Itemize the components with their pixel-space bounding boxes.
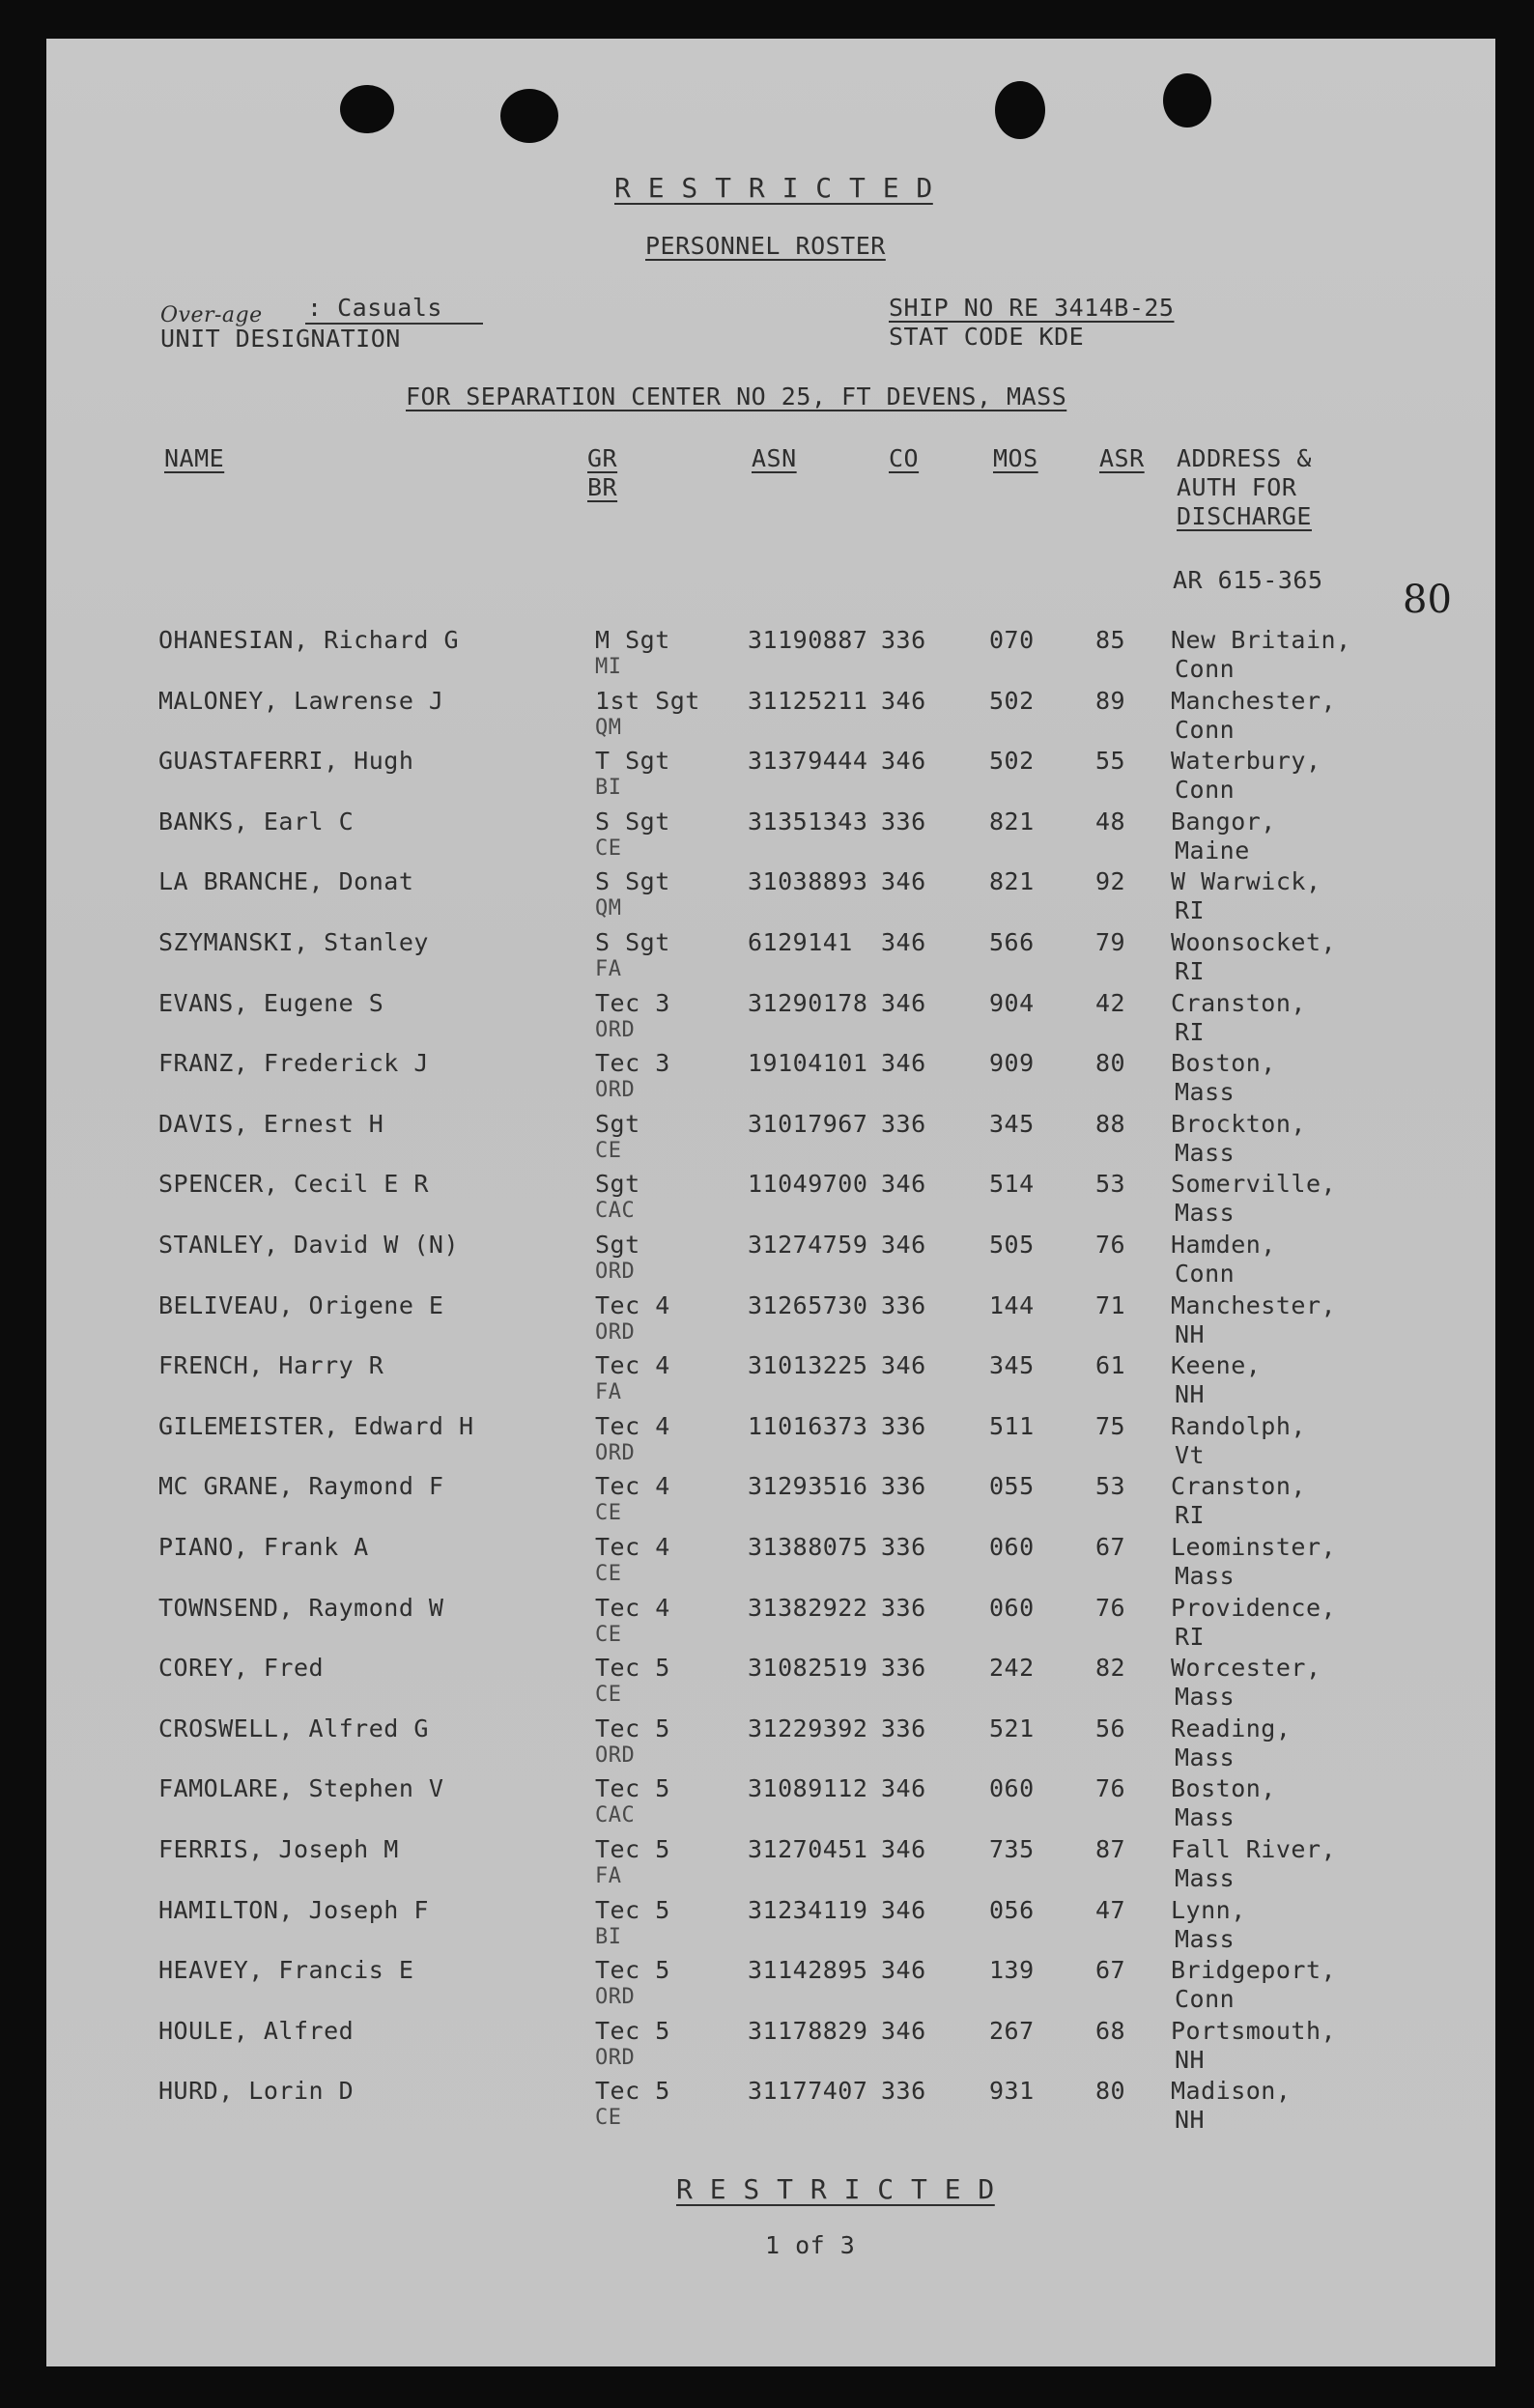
row-grade: Sgt (595, 1231, 640, 1259)
page-stamp: 80 (1403, 578, 1452, 622)
row-grade: Tec 4 (595, 1291, 670, 1319)
row-asn: 11049700 (748, 1170, 868, 1198)
row-name: GILEMEISTER, Edward H (158, 1412, 474, 1440)
row-city: Bangor, (1171, 807, 1276, 836)
row-asn: 31351343 (748, 807, 868, 836)
row-mos: 242 (989, 1654, 1035, 1682)
row-city: Brockton, (1171, 1110, 1306, 1138)
col-branch: BR (587, 473, 618, 501)
row-city: Waterbury, (1171, 747, 1321, 775)
unit-value: : Casuals (307, 294, 442, 322)
row-asn: 31178829 (748, 2017, 868, 2045)
row-city: Somerville, (1171, 1170, 1337, 1198)
row-asr: 85 (1095, 626, 1126, 654)
row-co: 336 (881, 1714, 926, 1742)
row-grade: Tec 5 (595, 1896, 670, 1924)
col-asr: ASR (1099, 444, 1145, 472)
row-co: 346 (881, 867, 926, 895)
row-mos: 055 (989, 1472, 1035, 1500)
row-city: Leominster, (1171, 1533, 1337, 1561)
row-name: FRENCH, Harry R (158, 1351, 384, 1379)
row-state: Mass (1175, 1199, 1236, 1227)
row-asr: 55 (1095, 747, 1126, 775)
row-state: Mass (1175, 1078, 1236, 1106)
col-grade: GR (587, 444, 618, 472)
row-asn: 31382922 (748, 1594, 868, 1622)
row-co: 336 (881, 1594, 926, 1622)
row-asn: 31229392 (748, 1714, 868, 1742)
row-city: Boston, (1171, 1049, 1276, 1077)
row-grade: Tec 4 (595, 1351, 670, 1379)
row-state: Vt (1175, 1441, 1206, 1469)
row-grade: Tec 5 (595, 1714, 670, 1742)
row-name: HURD, Lorin D (158, 2077, 355, 2105)
row-branch: CAC (595, 1803, 636, 1827)
row-grade: Tec 3 (595, 1049, 670, 1077)
row-mos: 909 (989, 1049, 1035, 1077)
row-state: Conn (1175, 1260, 1236, 1288)
row-mos: 139 (989, 1956, 1035, 1984)
row-co: 346 (881, 2017, 926, 2045)
row-city: Reading, (1171, 1714, 1292, 1742)
row-branch: ORD (595, 1320, 636, 1345)
row-name: DAVIS, Ernest H (158, 1110, 384, 1138)
row-branch: ORD (595, 1078, 636, 1102)
row-asn: 31089112 (748, 1774, 868, 1802)
row-state: NH (1175, 2106, 1206, 2134)
row-name: HEAVEY, Francis E (158, 1956, 414, 1984)
row-co: 346 (881, 1896, 926, 1924)
row-mos: 502 (989, 747, 1035, 775)
row-city: Lynn, (1171, 1896, 1246, 1924)
row-branch: ORD (595, 1985, 636, 2009)
row-city: Worcester, (1171, 1654, 1321, 1682)
row-asr: 48 (1095, 807, 1126, 836)
row-city: W Warwick, (1171, 867, 1321, 895)
row-name: EVANS, Eugene S (158, 989, 384, 1017)
row-state: Mass (1175, 1683, 1236, 1711)
row-asn: 31038893 (748, 867, 868, 895)
row-branch: FA (595, 1380, 622, 1404)
row-city: Randolph, (1171, 1412, 1306, 1440)
row-co: 346 (881, 1049, 926, 1077)
ship-number: SHIP NO RE 3414B-25 (889, 294, 1175, 322)
row-asn: 6129141 (748, 928, 853, 956)
row-mos: 511 (989, 1412, 1035, 1440)
col-mos: MOS (993, 444, 1038, 472)
row-co: 346 (881, 1956, 926, 1984)
row-mos: 931 (989, 2077, 1035, 2105)
row-asn: 31274759 (748, 1231, 868, 1259)
row-city: Boston, (1171, 1774, 1276, 1802)
punch-hole (995, 81, 1045, 139)
row-branch: CE (595, 1139, 622, 1163)
row-grade: Sgt (595, 1110, 640, 1138)
row-asn: 31013225 (748, 1351, 868, 1379)
row-asr: 47 (1095, 1896, 1126, 1924)
row-asr: 68 (1095, 2017, 1126, 2045)
row-co: 336 (881, 1412, 926, 1440)
row-state: Maine (1175, 836, 1250, 864)
row-state: RI (1175, 1018, 1206, 1046)
separation-center: FOR SEPARATION CENTER NO 25, FT DEVENS, MASS (406, 382, 1067, 411)
row-mos: 267 (989, 2017, 1035, 2045)
row-name: GUASTAFERRI, Hugh (158, 747, 414, 775)
row-city: Providence, (1171, 1594, 1337, 1622)
row-state: Conn (1175, 1985, 1236, 2013)
row-state: Mass (1175, 1139, 1236, 1167)
row-asr: 56 (1095, 1714, 1126, 1742)
row-branch: MI (595, 655, 622, 679)
row-city: Hamden, (1171, 1231, 1276, 1259)
row-name: STANLEY, David W (N) (158, 1231, 460, 1259)
row-grade: S Sgt (595, 928, 670, 956)
row-co: 346 (881, 687, 926, 715)
row-asr: 53 (1095, 1170, 1126, 1198)
row-state: Conn (1175, 716, 1236, 744)
row-name: FERRIS, Joseph M (158, 1835, 399, 1863)
row-grade: Tec 4 (595, 1594, 670, 1622)
row-mos: 060 (989, 1774, 1035, 1802)
row-city: Fall River, (1171, 1835, 1337, 1863)
row-mos: 060 (989, 1533, 1035, 1561)
row-name: FAMOLARE, Stephen V (158, 1774, 444, 1802)
row-grade: Sgt (595, 1170, 640, 1198)
row-name: SZYMANSKI, Stanley (158, 928, 429, 956)
row-asr: 87 (1095, 1835, 1126, 1863)
row-asr: 76 (1095, 1231, 1126, 1259)
row-mos: 345 (989, 1110, 1035, 1138)
row-name: BELIVEAU, Origene E (158, 1291, 444, 1319)
row-branch: CE (595, 1501, 622, 1525)
row-mos: 735 (989, 1835, 1035, 1863)
row-state: Mass (1175, 1743, 1236, 1771)
row-branch: BI (595, 776, 622, 800)
row-grade: T Sgt (595, 747, 670, 775)
row-city: Woonsocket, (1171, 928, 1337, 956)
row-asn: 11016373 (748, 1412, 868, 1440)
row-grade: Tec 5 (595, 2077, 670, 2105)
row-grade: M Sgt (595, 626, 670, 654)
row-asn: 31234119 (748, 1896, 868, 1924)
row-grade: Tec 5 (595, 1956, 670, 1984)
row-co: 346 (881, 1774, 926, 1802)
row-asr: 42 (1095, 989, 1126, 1017)
roster-title: PERSONNEL ROSTER (645, 232, 886, 260)
row-branch: ORD (595, 2046, 636, 2070)
row-grade: 1st Sgt (595, 687, 700, 715)
row-name: CROSWELL, Alfred G (158, 1714, 429, 1742)
row-branch: CE (595, 1562, 622, 1586)
row-co: 336 (881, 1654, 926, 1682)
row-city: Madison, (1171, 2077, 1292, 2105)
row-state: Conn (1175, 776, 1236, 804)
row-branch: BI (595, 1925, 622, 1949)
row-co: 346 (881, 928, 926, 956)
row-state: Mass (1175, 1562, 1236, 1590)
row-asn: 31388075 (748, 1533, 868, 1561)
row-state: Mass (1175, 1864, 1236, 1892)
row-asn: 31017967 (748, 1110, 868, 1138)
row-asn: 31290178 (748, 989, 868, 1017)
row-asn: 31293516 (748, 1472, 868, 1500)
row-asn: 31082519 (748, 1654, 868, 1682)
row-mos: 056 (989, 1896, 1035, 1924)
row-branch: ORD (595, 1018, 636, 1042)
stat-code: STAT CODE KDE (889, 323, 1085, 351)
row-co: 336 (881, 626, 926, 654)
punch-hole (500, 89, 558, 143)
col-co: CO (889, 444, 920, 472)
row-branch: ORD (595, 1260, 636, 1284)
row-asr: 67 (1095, 1956, 1126, 1984)
discharge-authority: AR 615-365 (1173, 566, 1323, 594)
row-co: 336 (881, 1110, 926, 1138)
row-asr: 82 (1095, 1654, 1126, 1682)
row-state: NH (1175, 1380, 1206, 1408)
row-city: Cranston, (1171, 989, 1306, 1017)
row-grade: Tec 5 (595, 1654, 670, 1682)
row-grade: Tec 5 (595, 2017, 670, 2045)
row-city: Cranston, (1171, 1472, 1306, 1500)
row-grade: Tec 5 (595, 1835, 670, 1863)
row-city: New Britain, (1171, 626, 1351, 654)
row-name: LA BRANCHE, Donat (158, 867, 414, 895)
row-state: RI (1175, 1501, 1206, 1529)
row-mos: 821 (989, 807, 1035, 836)
row-mos: 070 (989, 626, 1035, 654)
row-co: 336 (881, 1291, 926, 1319)
row-city: Manchester, (1171, 1291, 1337, 1319)
row-state: RI (1175, 896, 1206, 924)
row-branch: CE (595, 2106, 622, 2130)
row-branch: QM (595, 896, 622, 921)
restricted-header: R E S T R I C T E D (614, 172, 933, 204)
row-mos: 060 (989, 1594, 1035, 1622)
unit-label: UNIT DESIGNATION (160, 325, 401, 353)
row-mos: 345 (989, 1351, 1035, 1379)
row-name: OHANESIAN, Richard G (158, 626, 460, 654)
row-grade: Tec 4 (595, 1533, 670, 1561)
row-grade: S Sgt (595, 807, 670, 836)
unit-value-handwritten: Over-age (160, 303, 263, 327)
row-co: 346 (881, 747, 926, 775)
row-co: 346 (881, 1351, 926, 1379)
row-mos: 514 (989, 1170, 1035, 1198)
row-grade: Tec 4 (595, 1412, 670, 1440)
restricted-footer: R E S T R I C T E D (676, 2173, 995, 2205)
row-mos: 904 (989, 989, 1035, 1017)
row-state: Conn (1175, 655, 1236, 683)
row-grade: Tec 4 (595, 1472, 670, 1500)
row-branch: ORD (595, 1441, 636, 1465)
row-name: COREY, Fred (158, 1654, 325, 1682)
row-name: HAMILTON, Joseph F (158, 1896, 429, 1924)
row-co: 336 (881, 1533, 926, 1561)
row-co: 346 (881, 1170, 926, 1198)
row-city: Bridgeport, (1171, 1956, 1337, 1984)
row-co: 336 (881, 2077, 926, 2105)
row-co: 346 (881, 1835, 926, 1863)
row-asr: 76 (1095, 1774, 1126, 1802)
row-name: BANKS, Earl C (158, 807, 355, 836)
row-asr: 92 (1095, 867, 1126, 895)
col-auth: AUTH FOR (1177, 473, 1297, 501)
row-asn: 31142895 (748, 1956, 868, 1984)
row-branch: QM (595, 716, 622, 740)
row-mos: 521 (989, 1714, 1035, 1742)
row-name: FRANZ, Frederick J (158, 1049, 429, 1077)
punch-hole (340, 85, 394, 133)
row-branch: ORD (595, 1743, 636, 1768)
row-city: Manchester, (1171, 687, 1337, 715)
row-branch: CE (595, 836, 622, 861)
row-mos: 821 (989, 867, 1035, 895)
page-number: 1 of 3 (765, 2231, 856, 2259)
row-grade: Tec 5 (595, 1774, 670, 1802)
col-name: NAME (164, 444, 225, 472)
row-branch: CAC (595, 1199, 636, 1223)
row-asn: 31190887 (748, 626, 868, 654)
row-asr: 80 (1095, 2077, 1126, 2105)
row-co: 346 (881, 1231, 926, 1259)
row-asr: 88 (1095, 1110, 1126, 1138)
row-asr: 53 (1095, 1472, 1126, 1500)
punch-hole (1163, 73, 1211, 127)
row-asn: 31379444 (748, 747, 868, 775)
row-name: PIANO, Frank A (158, 1533, 369, 1561)
col-address: ADDRESS & (1177, 444, 1312, 472)
row-co: 336 (881, 1472, 926, 1500)
row-grade: S Sgt (595, 867, 670, 895)
row-state: NH (1175, 2046, 1206, 2074)
row-name: SPENCER, Cecil E R (158, 1170, 429, 1198)
col-discharge: DISCHARGE (1177, 502, 1312, 530)
row-asr: 71 (1095, 1291, 1126, 1319)
row-asr: 80 (1095, 1049, 1126, 1077)
row-asr: 76 (1095, 1594, 1126, 1622)
row-name: HOULE, Alfred (158, 2017, 355, 2045)
row-asr: 61 (1095, 1351, 1126, 1379)
row-city: Portsmouth, (1171, 2017, 1337, 2045)
row-branch: FA (595, 1864, 622, 1888)
row-asn: 19104101 (748, 1049, 868, 1077)
row-asn: 31270451 (748, 1835, 868, 1863)
row-asn: 31265730 (748, 1291, 868, 1319)
row-mos: 144 (989, 1291, 1035, 1319)
row-asr: 79 (1095, 928, 1126, 956)
row-branch: CE (595, 1683, 622, 1707)
row-city: Keene, (1171, 1351, 1262, 1379)
row-name: MALONEY, Lawrense J (158, 687, 444, 715)
row-asr: 67 (1095, 1533, 1126, 1561)
row-asn: 31177407 (748, 2077, 868, 2105)
col-asn: ASN (752, 444, 797, 472)
row-co: 336 (881, 807, 926, 836)
row-name: TOWNSEND, Raymond W (158, 1594, 444, 1622)
row-mos: 566 (989, 928, 1035, 956)
row-state: RI (1175, 957, 1206, 985)
row-state: NH (1175, 1320, 1206, 1348)
row-state: Mass (1175, 1803, 1236, 1831)
row-grade: Tec 3 (595, 989, 670, 1017)
row-mos: 502 (989, 687, 1035, 715)
row-state: Mass (1175, 1925, 1236, 1953)
row-name: MC GRANE, Raymond F (158, 1472, 444, 1500)
row-state: RI (1175, 1623, 1206, 1651)
row-asr: 75 (1095, 1412, 1126, 1440)
row-co: 346 (881, 989, 926, 1017)
row-mos: 505 (989, 1231, 1035, 1259)
row-branch: CE (595, 1623, 622, 1647)
row-branch: FA (595, 957, 622, 981)
row-asn: 31125211 (748, 687, 868, 715)
row-asr: 89 (1095, 687, 1126, 715)
